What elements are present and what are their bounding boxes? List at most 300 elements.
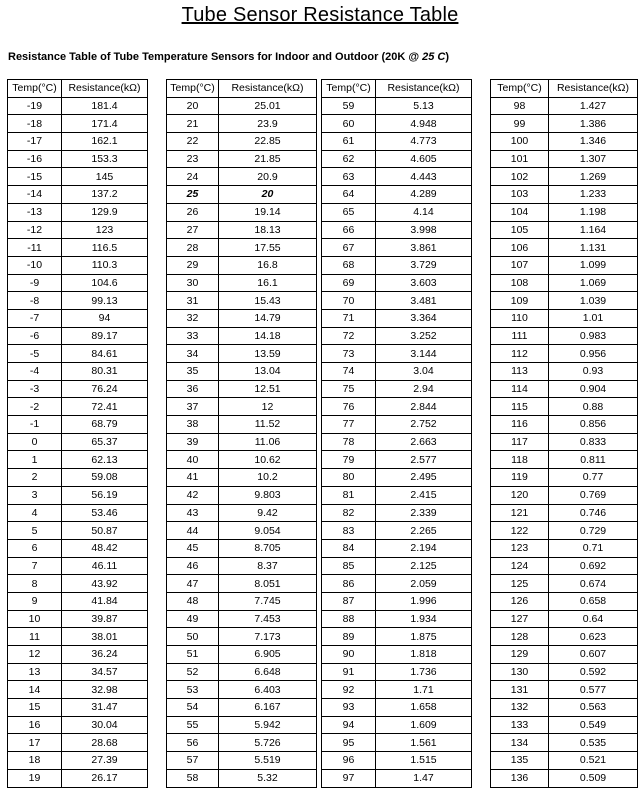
- table-row: [8, 522, 148, 540]
- table-row: [8, 133, 148, 151]
- table-row: [167, 557, 317, 575]
- table-row: [322, 398, 472, 416]
- temp-cell: 7: [8, 557, 62, 575]
- resistance-cell: 2.415: [376, 486, 472, 504]
- table-row: [8, 398, 148, 416]
- temp-cell: 89: [322, 628, 376, 646]
- table-row: [322, 239, 472, 257]
- temp-cell: 86: [322, 575, 376, 593]
- table-row: [8, 363, 148, 381]
- table-row: [491, 380, 638, 398]
- temp-cell: 134: [491, 734, 549, 752]
- temp-cell: 72: [322, 327, 376, 345]
- table-row: [491, 150, 638, 168]
- table-row: [167, 522, 317, 540]
- resistance-cell: 0.769: [549, 486, 638, 504]
- temp-cell: 41: [167, 469, 219, 487]
- resistance-cell: 5.13: [376, 97, 472, 115]
- resistance-cell: 6.167: [219, 699, 317, 717]
- table-row: [322, 557, 472, 575]
- temp-cell: 42: [167, 486, 219, 504]
- table-row: [491, 628, 638, 646]
- resistance-cell: 22.85: [219, 133, 317, 151]
- table-row: [167, 115, 317, 133]
- resistance-cell: 12.51: [219, 380, 317, 398]
- temp-cell: 63: [322, 168, 376, 186]
- temp-cell: 17: [8, 734, 62, 752]
- resistance-cell: 0.71: [549, 539, 638, 557]
- table-row: [167, 398, 317, 416]
- table-row: [167, 646, 317, 664]
- temp-cell: 91: [322, 663, 376, 681]
- temp-cell: 45: [167, 539, 219, 557]
- table-row: [322, 274, 472, 292]
- resistance-cell: 0.729: [549, 522, 638, 540]
- resistance-table-1: [7, 79, 148, 788]
- resistance-cell: 1.01: [549, 309, 638, 327]
- resistance-cell: 72.41: [62, 398, 148, 416]
- temp-cell: 99: [491, 115, 549, 133]
- temp-cell: 14: [8, 681, 62, 699]
- table-row: [8, 150, 148, 168]
- table-row: [322, 168, 472, 186]
- resistance-cell: 2.752: [376, 416, 472, 434]
- resistance-cell: 0.833: [549, 433, 638, 451]
- temp-cell: 43: [167, 504, 219, 522]
- caption-reference-temp: 25 C: [422, 51, 446, 63]
- table-row: [491, 203, 638, 221]
- resistance-cell: 0.592: [549, 663, 638, 681]
- temp-cell: 4: [8, 504, 62, 522]
- table-row: [322, 769, 472, 787]
- resistance-cell: 20: [219, 186, 317, 204]
- resistance-cell: 137.2: [62, 186, 148, 204]
- table-row: [322, 504, 472, 522]
- caption-close: ): [445, 51, 450, 63]
- resistance-cell: 21.85: [219, 150, 317, 168]
- temp-cell: 11: [8, 628, 62, 646]
- resistance-cell: 20.9: [219, 168, 317, 186]
- resistance-cell: 17.55: [219, 239, 317, 257]
- table-row: [491, 716, 638, 734]
- table-row: [491, 115, 638, 133]
- temp-cell: 13: [8, 663, 62, 681]
- resistance-tables: [7, 79, 637, 805]
- temp-cell: 82: [322, 504, 376, 522]
- temp-cell: 75: [322, 380, 376, 398]
- resistance-cell: 36.24: [62, 646, 148, 664]
- table-row: [322, 292, 472, 310]
- table-row: [8, 186, 148, 204]
- resistance-cell: 0.811: [549, 451, 638, 469]
- table-header-row: [491, 80, 638, 98]
- resistance-cell: 0.746: [549, 504, 638, 522]
- temp-cell: 92: [322, 681, 376, 699]
- temp-cell: 120: [491, 486, 549, 504]
- resistance-cell: 43.92: [62, 575, 148, 593]
- table-row: [322, 451, 472, 469]
- temp-cell: 115: [491, 398, 549, 416]
- resistance-cell: 39.87: [62, 610, 148, 628]
- table-row: [322, 628, 472, 646]
- table-row: [8, 239, 148, 257]
- temp-cell: 107: [491, 256, 549, 274]
- table-row: [322, 699, 472, 717]
- table-row: [8, 345, 148, 363]
- table-row: [322, 345, 472, 363]
- temp-cell: 113: [491, 363, 549, 381]
- temp-cell: 19: [8, 769, 62, 787]
- temp-cell: 33: [167, 327, 219, 345]
- temp-cell: 105: [491, 221, 549, 239]
- table-row: [322, 681, 472, 699]
- table-row: [167, 769, 317, 787]
- resistance-cell: 1.71: [376, 681, 472, 699]
- temp-cell: 100: [491, 133, 549, 151]
- temp-cell: 101: [491, 150, 549, 168]
- temp-cell: 112: [491, 345, 549, 363]
- resistance-cell: 2.577: [376, 451, 472, 469]
- temp-cell: 23: [167, 150, 219, 168]
- resistance-cell: 30.04: [62, 716, 148, 734]
- resistance-cell: 181.4: [62, 97, 148, 115]
- table-row: [8, 628, 148, 646]
- temp-cell: 39: [167, 433, 219, 451]
- temp-cell: 27: [167, 221, 219, 239]
- resistance-cell: 13.04: [219, 363, 317, 381]
- table-row: [167, 628, 317, 646]
- temp-cell: 65: [322, 203, 376, 221]
- table-row: [167, 292, 317, 310]
- temp-cell: 40: [167, 451, 219, 469]
- resistance-cell: 0.509: [549, 769, 638, 787]
- table-row: [167, 133, 317, 151]
- table-row: [322, 610, 472, 628]
- table-row: [167, 539, 317, 557]
- resistance-cell: 0.956: [549, 345, 638, 363]
- resistance-cell: 9.42: [219, 504, 317, 522]
- resistance-cell: 16.8: [219, 256, 317, 274]
- resistance-cell: 12: [219, 398, 317, 416]
- table-row: [491, 416, 638, 434]
- table-row: [322, 539, 472, 557]
- table-header-row: [8, 80, 148, 98]
- resistance-cell: 34.57: [62, 663, 148, 681]
- resistance-cell: 1.658: [376, 699, 472, 717]
- table-row: [491, 469, 638, 487]
- table-row: [167, 345, 317, 363]
- table-row: [8, 292, 148, 310]
- table-row: [491, 327, 638, 345]
- resistance-cell: 1.346: [549, 133, 638, 151]
- resistance-cell: 1.307: [549, 150, 638, 168]
- table-row: [8, 221, 148, 239]
- resistance-cell: 23.9: [219, 115, 317, 133]
- table-row: [8, 274, 148, 292]
- resistance-cell: 171.4: [62, 115, 148, 133]
- resistance-cell: 56.19: [62, 486, 148, 504]
- resistance-cell: 3.144: [376, 345, 472, 363]
- resistance-cell: 0.77: [549, 469, 638, 487]
- resistance-cell: 0.904: [549, 380, 638, 398]
- resistance-cell: 28.68: [62, 734, 148, 752]
- temp-cell: 133: [491, 716, 549, 734]
- resistance-cell: 27.39: [62, 752, 148, 770]
- table-row: [8, 416, 148, 434]
- temp-cell: 136: [491, 769, 549, 787]
- table-row: [167, 168, 317, 186]
- table-row: [8, 433, 148, 451]
- table-row: [167, 221, 317, 239]
- resistance-cell: 50.87: [62, 522, 148, 540]
- temp-cell: -5: [8, 345, 62, 363]
- table-row: [491, 592, 638, 610]
- resistance-cell: 123: [62, 221, 148, 239]
- temp-cell: 21: [167, 115, 219, 133]
- table-row: [8, 256, 148, 274]
- table-row: [322, 734, 472, 752]
- temp-cell: 79: [322, 451, 376, 469]
- resistance-cell: 0.577: [549, 681, 638, 699]
- table-row: [322, 203, 472, 221]
- table-row: [8, 699, 148, 717]
- resistance-header: Resistance(kΩ): [549, 80, 638, 98]
- temp-cell: 74: [322, 363, 376, 381]
- temp-cell: 47: [167, 575, 219, 593]
- resistance-cell: 1.47: [376, 769, 472, 787]
- temp-cell: 10: [8, 610, 62, 628]
- temp-cell: 77: [322, 416, 376, 434]
- temp-cell: 24: [167, 168, 219, 186]
- table-row: [491, 292, 638, 310]
- resistance-cell: 4.605: [376, 150, 472, 168]
- temp-cell: 87: [322, 592, 376, 610]
- resistance-cell: 4.289: [376, 186, 472, 204]
- temp-cell: 18: [8, 752, 62, 770]
- temp-header: Temp(°C): [491, 80, 549, 98]
- resistance-cell: 80.31: [62, 363, 148, 381]
- resistance-cell: 65.37: [62, 433, 148, 451]
- table-row: [322, 752, 472, 770]
- resistance-header: Resistance(kΩ): [219, 80, 317, 98]
- resistance-cell: 32.98: [62, 681, 148, 699]
- resistance-cell: 8.37: [219, 557, 317, 575]
- table-row: [491, 610, 638, 628]
- resistance-cell: 0.983: [549, 327, 638, 345]
- table-row: [8, 575, 148, 593]
- table-row: [322, 486, 472, 504]
- resistance-cell: 10.62: [219, 451, 317, 469]
- table-row: [322, 522, 472, 540]
- temp-cell: 110: [491, 309, 549, 327]
- temp-cell: -10: [8, 256, 62, 274]
- table-row: [322, 716, 472, 734]
- resistance-cell: 1.561: [376, 734, 472, 752]
- table-row: [167, 663, 317, 681]
- temp-cell: 118: [491, 451, 549, 469]
- temp-header: Temp(°C): [167, 80, 219, 98]
- table-row: [167, 681, 317, 699]
- resistance-cell: 7.173: [219, 628, 317, 646]
- resistance-cell: 0.64: [549, 610, 638, 628]
- page-title: Tube Sensor Resistance Table: [181, 4, 459, 26]
- temp-cell: -4: [8, 363, 62, 381]
- resistance-cell: 2.844: [376, 398, 472, 416]
- table-row: [491, 274, 638, 292]
- temp-cell: 22: [167, 133, 219, 151]
- table-row: [322, 416, 472, 434]
- temp-cell: 109: [491, 292, 549, 310]
- table-row: [167, 592, 317, 610]
- temp-cell: 61: [322, 133, 376, 151]
- resistance-cell: 0.535: [549, 734, 638, 752]
- resistance-cell: 162.1: [62, 133, 148, 151]
- resistance-cell: 4.773: [376, 133, 472, 151]
- resistance-cell: 0.93: [549, 363, 638, 381]
- temp-cell: 46: [167, 557, 219, 575]
- resistance-cell: 1.515: [376, 752, 472, 770]
- temp-cell: 126: [491, 592, 549, 610]
- resistance-cell: 4.948: [376, 115, 472, 133]
- temp-cell: 111: [491, 327, 549, 345]
- table-row: [8, 716, 148, 734]
- temp-cell: 20: [167, 97, 219, 115]
- table-row: [8, 469, 148, 487]
- resistance-cell: 104.6: [62, 274, 148, 292]
- temp-cell: 69: [322, 274, 376, 292]
- resistance-cell: 15.43: [219, 292, 317, 310]
- resistance-cell: 1.099: [549, 256, 638, 274]
- table-row: [8, 557, 148, 575]
- temp-cell: 2: [8, 469, 62, 487]
- resistance-table-3: [321, 79, 472, 788]
- table-row: [167, 274, 317, 292]
- resistance-cell: 13.59: [219, 345, 317, 363]
- table-row: [167, 433, 317, 451]
- temp-cell: 131: [491, 681, 549, 699]
- temp-cell: 12: [8, 646, 62, 664]
- temp-cell: -13: [8, 203, 62, 221]
- resistance-cell: 41.84: [62, 592, 148, 610]
- caption-text: Resistance Table of Tube Temperature Sensors for Indoor and Outdoor (20K @: [8, 51, 423, 63]
- table-row: [167, 451, 317, 469]
- temp-cell: 55: [167, 716, 219, 734]
- table-caption: [8, 51, 449, 63]
- table-row: [8, 451, 148, 469]
- temp-cell: 56: [167, 734, 219, 752]
- table-row: [167, 309, 317, 327]
- temp-cell: 127: [491, 610, 549, 628]
- temp-cell: 114: [491, 380, 549, 398]
- table-row: [167, 239, 317, 257]
- temp-cell: 67: [322, 239, 376, 257]
- table-row: [322, 646, 472, 664]
- resistance-table-2: [166, 79, 317, 788]
- table-row: [322, 433, 472, 451]
- resistance-cell: 8.051: [219, 575, 317, 593]
- resistance-cell: 9.054: [219, 522, 317, 540]
- table-row: [167, 699, 317, 717]
- table-row: [8, 610, 148, 628]
- table-row: [491, 221, 638, 239]
- resistance-cell: 25.01: [219, 97, 317, 115]
- table-row: [491, 557, 638, 575]
- resistance-cell: 16.1: [219, 274, 317, 292]
- table-row: [8, 769, 148, 787]
- table-row: [8, 97, 148, 115]
- table-row: [322, 363, 472, 381]
- temp-cell: -16: [8, 150, 62, 168]
- temp-cell: 25: [167, 186, 219, 204]
- table-header-row: [322, 80, 472, 98]
- table-row: [8, 681, 148, 699]
- table-row: [8, 203, 148, 221]
- table-row: [8, 380, 148, 398]
- temp-header: Temp(°C): [322, 80, 376, 98]
- table-row: [491, 451, 638, 469]
- temp-cell: 44: [167, 522, 219, 540]
- resistance-cell: 6.648: [219, 663, 317, 681]
- table-row: [8, 327, 148, 345]
- resistance-cell: 19.14: [219, 203, 317, 221]
- resistance-cell: 6.905: [219, 646, 317, 664]
- temp-cell: 64: [322, 186, 376, 204]
- temp-cell: 38: [167, 416, 219, 434]
- resistance-cell: 26.17: [62, 769, 148, 787]
- temp-cell: 32: [167, 309, 219, 327]
- table-row: [8, 504, 148, 522]
- temp-cell: 52: [167, 663, 219, 681]
- temp-cell: 0: [8, 433, 62, 451]
- temp-cell: 80: [322, 469, 376, 487]
- table-row: [322, 380, 472, 398]
- resistance-cell: 0.692: [549, 557, 638, 575]
- resistance-cell: 2.194: [376, 539, 472, 557]
- resistance-cell: 1.386: [549, 115, 638, 133]
- resistance-cell: 0.521: [549, 752, 638, 770]
- resistance-cell: 1.164: [549, 221, 638, 239]
- resistance-cell: 0.563: [549, 699, 638, 717]
- resistance-cell: 1.198: [549, 203, 638, 221]
- table-row: [322, 256, 472, 274]
- temp-cell: -2: [8, 398, 62, 416]
- table-row: [167, 504, 317, 522]
- temp-cell: 58: [167, 769, 219, 787]
- resistance-cell: 153.3: [62, 150, 148, 168]
- table-row: [491, 522, 638, 540]
- temp-cell: 84: [322, 539, 376, 557]
- temp-cell: 34: [167, 345, 219, 363]
- temp-cell: 51: [167, 646, 219, 664]
- temp-cell: 31: [167, 292, 219, 310]
- resistance-cell: 1.609: [376, 716, 472, 734]
- temp-cell: 49: [167, 610, 219, 628]
- resistance-cell: 46.11: [62, 557, 148, 575]
- resistance-cell: 7.453: [219, 610, 317, 628]
- temp-cell: 15: [8, 699, 62, 717]
- resistance-cell: 3.861: [376, 239, 472, 257]
- temp-cell: 103: [491, 186, 549, 204]
- table-row: [322, 663, 472, 681]
- resistance-cell: 6.403: [219, 681, 317, 699]
- resistance-cell: 53.46: [62, 504, 148, 522]
- table-row: [167, 363, 317, 381]
- table-row: [491, 681, 638, 699]
- temp-cell: 119: [491, 469, 549, 487]
- resistance-header: Resistance(kΩ): [376, 80, 472, 98]
- resistance-cell: 4.14: [376, 203, 472, 221]
- table-row: [322, 575, 472, 593]
